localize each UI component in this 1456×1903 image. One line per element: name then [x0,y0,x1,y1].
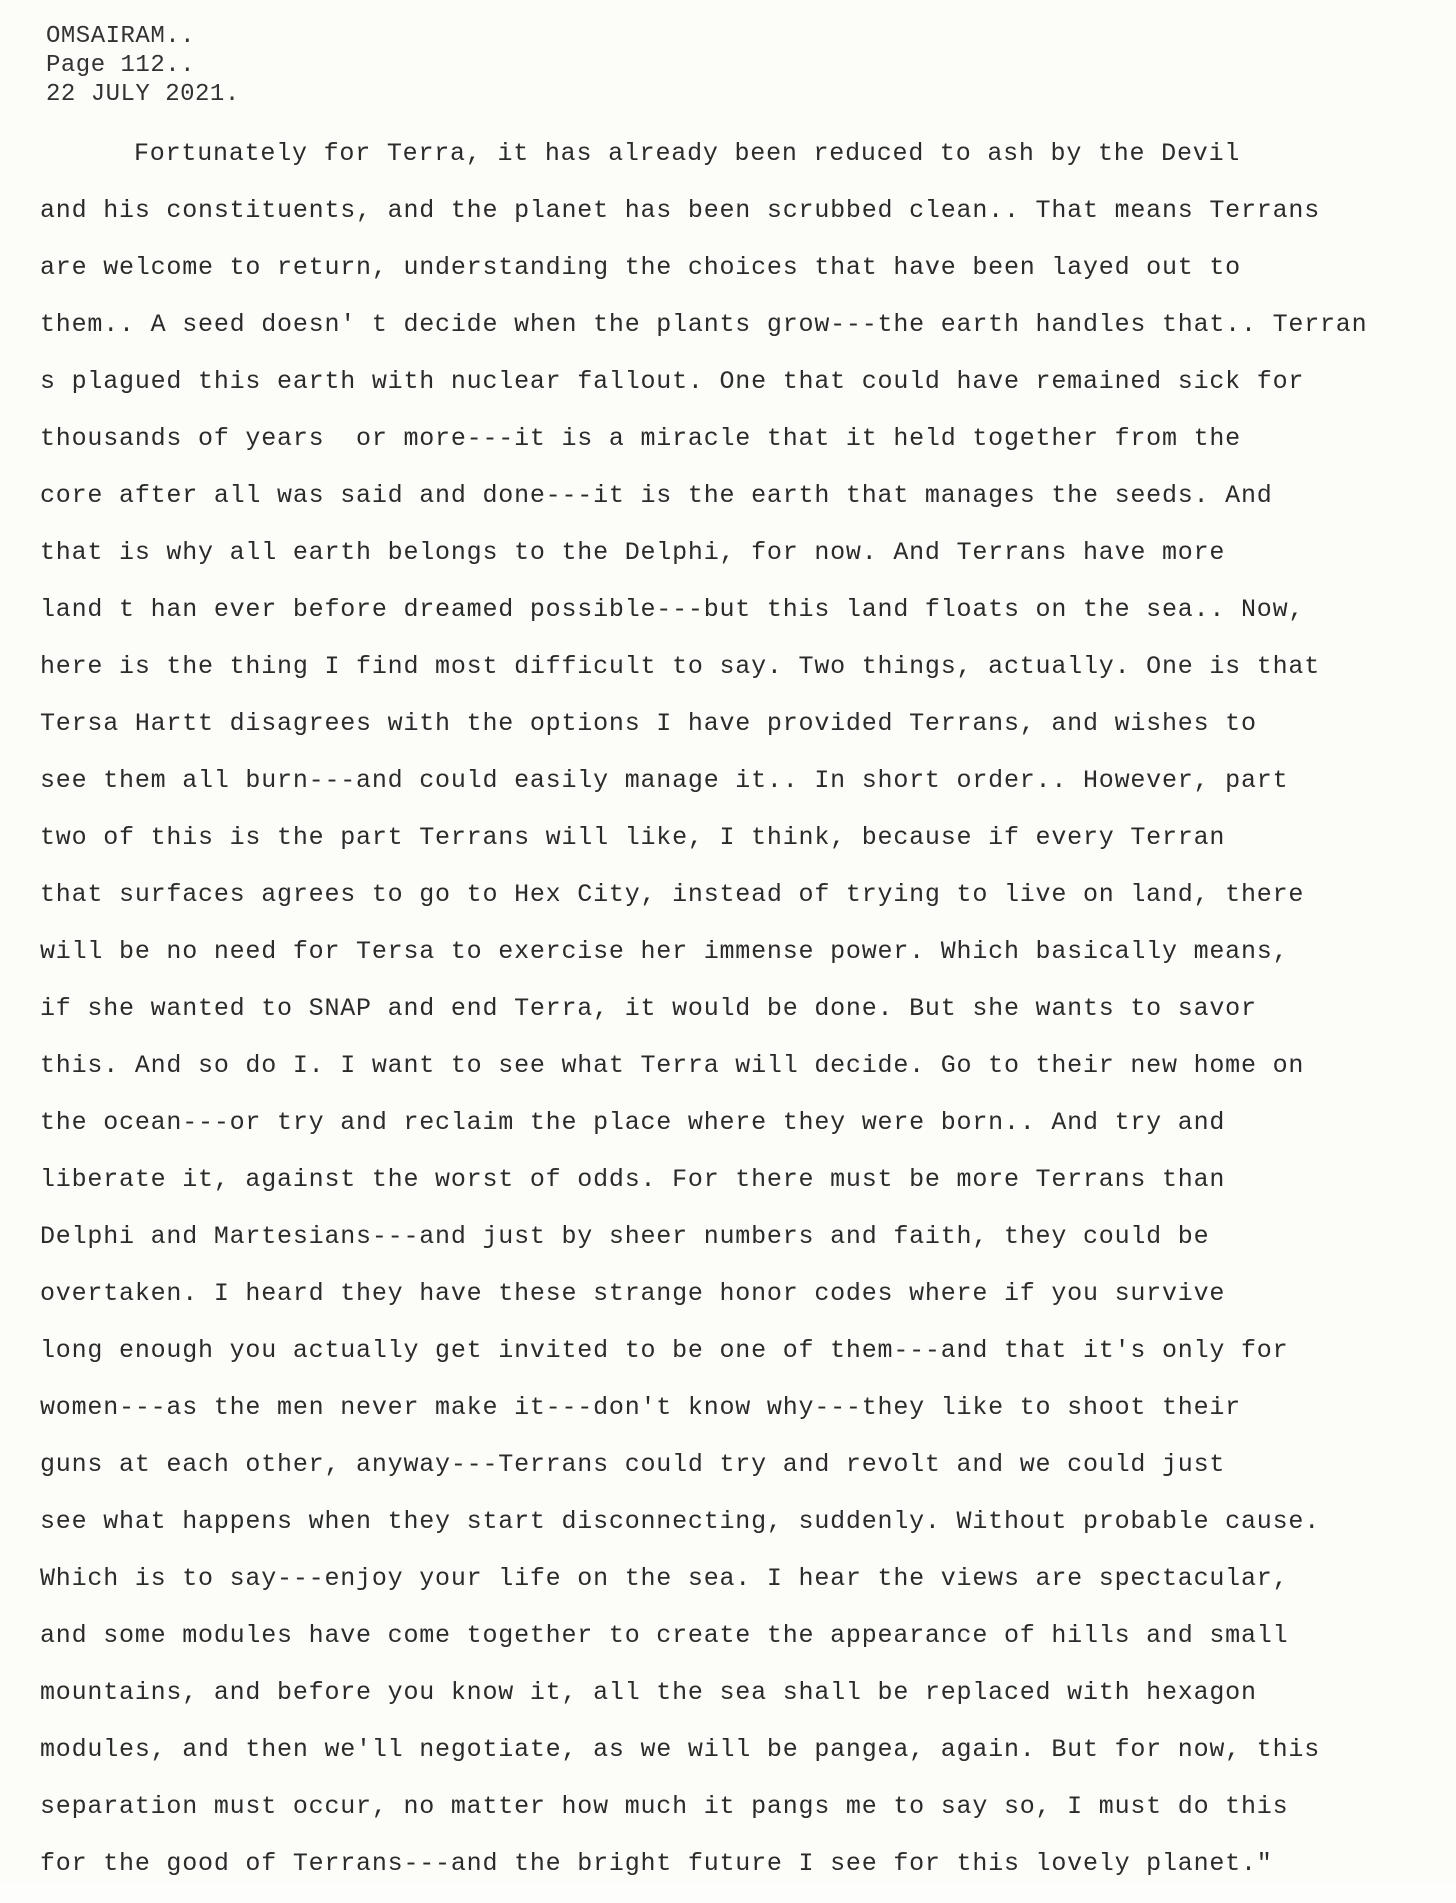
text-line: and his constituents, and the planet has been scrubbed clean.. That means Terrans [40,196,1320,225]
text-line: long enough you actually get invited to be one of them---and that it's only for [40,1336,1289,1365]
text-line: and some modules have come together to create the appearance of hills and small [40,1621,1289,1650]
text-line: Fortunately for Terra, it has already been reduced to ash by the Devil [134,139,1241,168]
text-line: separation must occur, no matter how much it pangs me to say so, I must do this [40,1792,1289,1821]
page-date: 22 JULY 2021. [46,81,240,108]
text-line: overtaken. I heard they have these strange honor codes where if you survive [40,1279,1226,1308]
text-line: two of this is the part Terrans will like, I think, because if every Terran [40,823,1226,852]
text-line: Which is to say---enjoy your life on the sea. I hear the views are spectacular, [40,1564,1289,1593]
text-line: land t han ever before dreamed possible---but this land floats on the sea.. Now, [40,595,1305,624]
text-line: women---as the men never make it---don't know why---they like to shoot their [40,1393,1241,1422]
text-line: modules, and then we'll negotiate, as we will be pangea, again. But for now, this [40,1735,1320,1764]
text-line: this. And so do I. I want to see what Terra will decide. Go to their new home on [40,1051,1305,1080]
text-line: see them all burn---and could easily manage it.. In short order.. However, part [40,766,1289,795]
page-header [46,22,240,109]
text-line: here is the thing I find most difficult to say. Two things, actually. One is that [40,652,1320,681]
text-line: the ocean---or try and reclaim the place where they were born.. And try and [40,1108,1226,1137]
text-line: s plagued this earth with nuclear fallout. One that could have remained sick for [40,367,1305,396]
text-line: are welcome to return, understanding the choices that have been layed out to [40,253,1241,282]
text-line: thousands of years or more---it is a miracle that it held together from the [40,424,1241,453]
text-line: guns at each other, anyway---Terrans could try and revolt and we could just [40,1450,1226,1479]
text-line: them.. A seed doesn' t decide when the plants grow---the earth handles that.. Terran [40,310,1368,339]
text-line: Delphi and Martesians---and just by sheer numbers and faith, they could be [40,1222,1210,1251]
text-line: will be no need for Tersa to exercise her immense power. Which basically means, [40,937,1289,966]
text-line: Tersa Hartt disagrees with the options I have provided Terrans, and wishes to [40,709,1257,738]
text-line: that surfaces agrees to go to Hex City, instead of trying to live on land, there [40,880,1305,909]
body-text [40,136,1450,1903]
text-line: liberate it, against the worst of odds. For there must be more Terrans than [40,1165,1226,1194]
header-line-1: OMSAIRAM.. [46,23,196,50]
text-line: for the good of Terrans---and the bright future I see for this lovely planet." [40,1849,1273,1878]
text-line: mountains, and before you know it, all the sea shall be replaced with hexagon [40,1678,1257,1707]
text-line: core after all was said and done---it is the earth that manages the seeds. And [40,481,1273,510]
page-number: Page 112.. [46,52,196,79]
text-line: if she wanted to SNAP and end Terra, it would be done. But she wants to savor [40,994,1257,1023]
text-line: that is why all earth belongs to the Delphi, for now. And Terrans have more [40,538,1226,567]
text-line: see what happens when they start disconnecting, suddenly. Without probable cause. [40,1507,1320,1536]
